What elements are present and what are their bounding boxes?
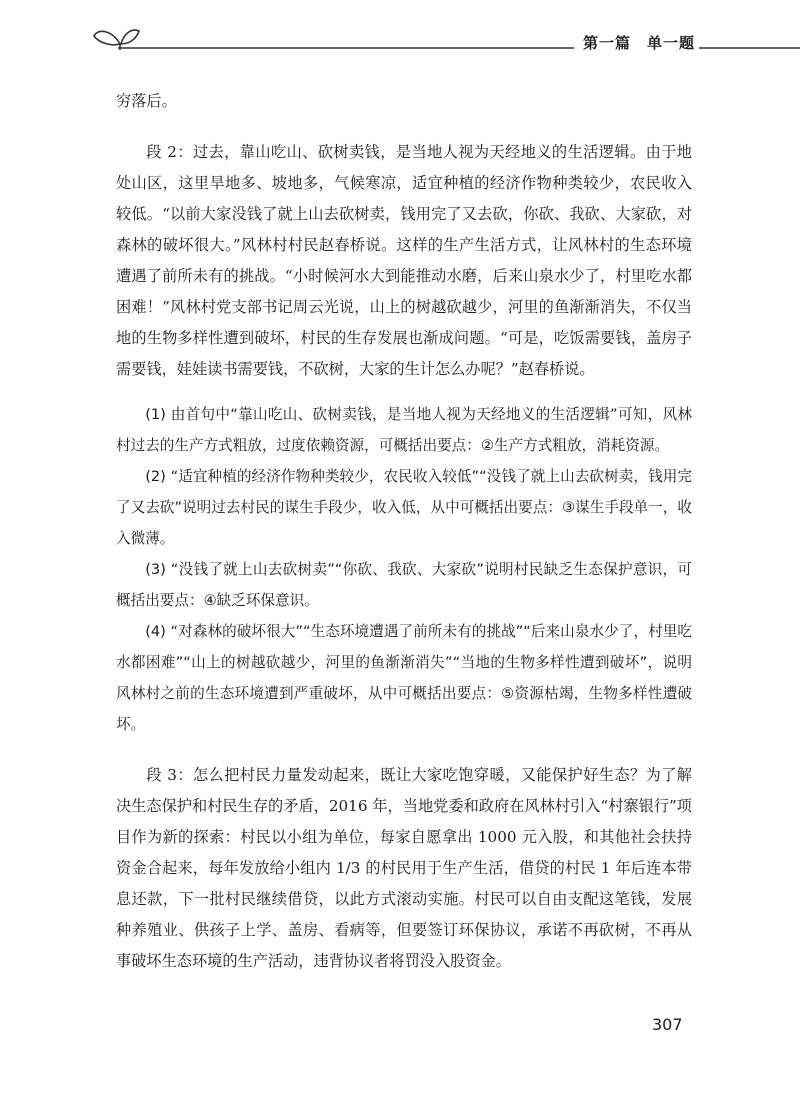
header-title: 第一篇 单一题 xyxy=(579,32,699,53)
analysis-item-1: (1) 由首句中“靠山吃山、砍树卖钱，是当地人视为天经地义的生活逻辑”可知，风林村过去的生产方式粗放，过度依赖资源，可概括出要点：②生产方式粗放，消耗资源。 xyxy=(116,406,692,454)
paragraph-continuation: 穷落后。 xyxy=(116,92,177,110)
analysis-item-2: (2) “适宜种植的经济作物种类较少，农民收入较低”“没钱了就上山去砍树卖，钱用完了又去砍”说明过去村民的谋生手段少，收入低，从中可概括出要点：③谋生手段单一，收入微薄。 xyxy=(116,468,692,547)
analysis-item-3: (3) “没钱了就上山去砍树卖”“你砍、我砍、大家砍”说明村民缺乏生态保护意识，可概括出要点：④缺乏环保意识。 xyxy=(116,561,692,609)
analysis-item-4: (4) “对森林的破坏很大”“生态环境遭遇了前所未有的挑战”“后来山泉水少了，村里吃水都困难”“山上的树越砍越少，河里的鱼渐渐消失”“当地的生物多样性遭到破坏”，说明风林村之前的生态环境遭到严重破坏，从中可概括出要点：⑤资源枯竭，生物多样性遭破坏。 xyxy=(116,623,692,733)
paragraph-section-2: 段 2：过去，靠山吃山、砍树卖钱，是当地人视为天经地义的生活逻辑。由于地处山区，这里旱地多、坡地多，气候寒凉，适宜种植的经济作物种类较少，农民收入较低。“以前大家没钱了就上山去砍树卖，钱用完了又去砍，你砍、我砍、大家砍，对森林的破坏很大。”风林村村民赵春桥说。这样的生产生活方式，让风林村的生态环境遭遇了前所未有的挑战。“小时候河水大到能推动水磨，后来山泉水少了，村里吃水都困难！”风林村党支部书记周云光说，山上的树越砍越少，河里的鱼渐渐消失，不仅当地的生物多样性遭到破坏，村民的生存发展也渐成问题。“可是，吃饭需要钱，盖房子需要钱，娃娃读书需要钱，不砍树，大家的生计怎么办呢？”赵春桥说。 xyxy=(116,143,692,378)
sprout-icon xyxy=(94,30,139,50)
page-header xyxy=(0,0,800,60)
page-number: 307 xyxy=(652,1015,683,1034)
paragraph-section-3: 段 3：怎么把村民力量发动起来，既让大家吃饱穿暖，又能保护好生态？为了解决生态保护和村民生存的矛盾，2016 年，当地党委和政府在风林村引入“村寨银行”项目作为新的探索：村民以小组为单位，每家自愿拿出 1000 元入股，和其他社会扶持资金合起来，每年发放给小组内 1/3 的村民用于生产生活，借贷的村民 1 年后连本带息还款，下一批村民继续借贷，以此方式滚动实施。村民可以自由支配这笔钱，发展种养殖业、供孩子上学、盖房、看病等，但要签订环保协议，承诺不再砍树，不再从事破坏生态环境的生产活动，违背协议者将罚没入股资金。 xyxy=(116,766,692,970)
page-body xyxy=(116,86,692,977)
